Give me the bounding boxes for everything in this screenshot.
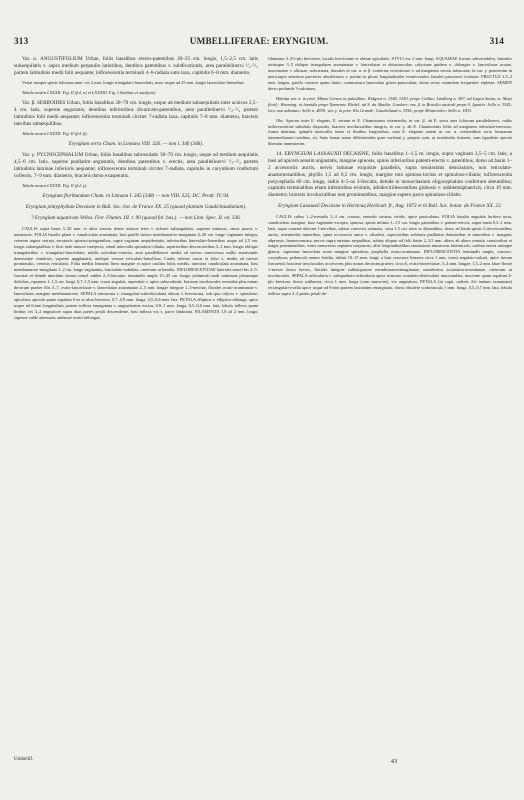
footer-left: Umbellif. (14, 757, 34, 762)
page-number-right: 314 (489, 36, 504, 46)
paragraph: Habitat var. α. in prov. Minas Geraes in paludibus: Widgren n. 1348, 1350; prope Caldas: Lindberg n. 587; ad Lagoa Santa, m. Majo florif.: Warming; in humidis prope Ypanema: Riedel; ad S. da Abadia: Gardner; var. β. in Brasilia australi prope S. Ignatio: Sello n. 3345; loco non adnotato: Sello n. 4859; var. γ. in prov. Rio Grande: Gaudichaud n. 3356; prope Montevideo: Sello n. 1903. (268, 95, 512, 113)
paragraph: CAULIS supra basin 5–20 mm. et ultra crassus dense striatus teres v. inferne subangulatus, superne ramosus, ramis paucis v. numerosis. FOLIA basalia plana v. canaliculata acuminata, basi paullo latiore membranaceo-marginata 4–20 cm. longe vaginante integra, ceterum argute serrata, serraturis spinoso-pungentibus, supra vaginam aequidentatis, inferioribus lanceolato-linearibus usque ad 2,5 cm. longis subaequalibus v. hinc inde minore interjecta, simul intervalla spinuloso-ciliatis, superioribus decrescentibus 5–1 mm. longis oblique triangularibus v. triangulari-lanceolatis; nitidis reticulato-venosis, area parallelinervi media ad nervos transversos nullis tenuissimis densissime venulosis, superne appplanatis, undique venose reticulato-lamellosa. Caulis inferne rarius et folio v. media ad nervos prominulos, venosis reticulatis. Folia mediis lineariis linea margine et apice caulina foliis mediis, interiora canaliculata acuminata, basi membranaceo-marginata 1–2 cm. longe vaginantia, lanceolato-subulata, caeterum ut basalia. INFLORESCENTIAE laterales semel bis 4–5-furcatae et deinde interdum iterum semel subbis 2–3-furcatae; terminalis ampla 15–45 cm. longa; pedunculi nudi continuae plerumque dolichus, equantes 1–1,5 cm. longi, 0,7–1,5 mm. crassi angulati, asperulati v. apice subscrabrati; bracteae involucrales secundae plus minus decorum praeter illis 5–7, ovato-lanceolatae v. lanceolatae acuminatae 2–5 mm. longae integrae 1–3-nerviae, florales ovato-acuminatae v. lanceolatae, margine membranaceae. SEPALA semiovata v. triangulari-subovbicularia obtusa v. breviacuta, sub ipso calycis v. spinulosa-apiculata; apiculo quam sepalum 6-es et ultra breviore, 0,7–0,8 mm. longa, 0,5–0,6 mm. lata. PETALA elliptica v. elliptico-oblonga, apice usque ad 6-tam longitudinis partem inflexa emarginata v. angustissime excisa, 0,9–1 mm. longa, 0,5–0,6 mm. lata, lobulo inflexo quam limbus vix 3–2 angustiore supra duas partes petali descendente, basi inflexa vix v. parce fimbriata. FILAMENTA 1,8 ad 2 mm. longa, superne valde attenuata; antherae ovato-oblongae, (14, 225, 258, 321)
paragraph: Obs. Species inter E. elegans, E. serram et E. Chamissonis intermedia; in var. β. ab E. serra area foliorum parallelinervi, radiis inflorescentiae subulatis dispositis, bracteis involucralibus integris, in var. γ. ab E. Chamissonis foliis ad marginem reticulato-nervosis, forma dentium, spinulis intervallis tenue et floribus longioribus, cum E. elegante autem in var. α. verisimiliter serio formarum intermediarum conditus, sit. Satis bonae notae differentiales quae varietati γ. propria sunt, ut essentiales fuissent, sum tignaliate speciei liberatur annexuerim. (268, 117, 512, 147)
paragraph: Var. γ. PYCNOCEPHALUM Urban, foliis basalibus subrosulatis 30–70 cm. longis, usque ad medium aequilatis 4,5–6 cm. latis, superne paullatim angustatis, dentibus patentibus v. erectis, area parallelinervi ¹/₃–²/₄ partem latitudinis laminae inferioris aequante; inflorescentia terminali circiter 7-radiata, capitulis in corymbum confertum collectis, 7–9 mm. diametro, bracteis dorso exasperatis. (14, 152, 258, 179)
paragraph: Eryngium platyphyllum Decaisne in Bull. Soc. bot. de France XX. 25 (quoad plantam Gaudichaudianam). (25, 204, 247, 211)
paragraph: 14. ERYNGIUM LASSAUXII DECAISNE, foliis basalibus 1–1,5 m. longis, supra vaginam 3,5–5 cm. latis, a basi ad apicem sensim angustatis, margine spinosis, spinis inferioribus patenti-erectis v. patentibus, dorso ad basin 1–2 accessoriis auctis, nervis laminae exquisite parallelis, supra tenuissimis densissimis, non reticulato-anastomosantibus, phyllis 1,5 ad 0,5 cm. longis, margine toto spinoso-incisis et spinuloso-ciliatis; inflorescentia polycephalia 60 cm. longa, radiis 4–5-os 3-furcatis, deinde in monochasium oligocephalum confertum abeuntibus; capitulis terminalibus etiam inferioribus evolutis, albidoviridescentibus globosis v. subhemisphaericis, circa 10 mm. diametro; bracteis involucralibus non prominentibus, margine supero parce spinuloso-ciliatis. (268, 151, 512, 199)
running-title: UMBELLIFERAE: ERYNGIUM. (189, 36, 329, 46)
paragraph: CAULIS cultus 1–2-metralis 3–4 cm. crassus, teneritir striatus viridis, apice paniculatus. FOLIA basalia angulata lorifero torta, canaliculata, margine, basi vaginante excepta, spinosa, spinis infimis 1–1,5 cm. longis patentibus v. patenti-erectis, supra basin 0,5–1 mm. latis, supra cuneate ubicunt 1-nervibus, subtus convexis carinatis, circa 1,5 cm. inter se distantibus, dorso ad basin spinis 2 decrescentibus auctis, intermediis minoribus, spina accessoria unica v. obsoleta, superioribus sobitaria paullatim densioribus et minoribus v. marginis adpressis, homeoceneara, nervis supra omnino aequalibus, subtus aliquot ad folii basin 2–3,5 mm. altero ab altero remotis crassioribus et magis prominentibus, venis transversis septatim conjunctis, aliis longitudinalibus tanuissimis numerosis intermixtis; caulina erecta utrinque glauca, supremae lanceolata acuta margine spinulosa; prophylla ovato-acuminata. INFLORESCENTIA terminalis ampla, cymoso-corymbosa; pedunculi omnes fertilia, infimi 10–15 mm. longi, a basi crassiore lineares circa 1 mm. crassi angulato-sulcati, apice iterum furcarenti; bracteae involucrales accrescens plus minus decorum praeter, circa 6, ovato-lanceolatae, 3–4 mm. longae, 1,5–2 mm. latae flavae 1-nerves dorso laeves, florales integrae sublatogruose membranaceomarginatae, manifestius acuissimo-acuminatae, caeterum ut involucrales. SEPALA orbicularia v. subquadrato-orbicularia apice truncato crenulato-denticulato mucronulata, mucrone quam sepalum 4-plo breviore, dorso sublaevia, circa 1 mm. longa (cum mucrone), vix angustiora. PETALA (in capit. ordinis 4-ii tantum examinata) rectangulari-ovalia apice usque ad 6-tam partem laciniatim emarginata, dorso obsolete scabriuscula 1 mm. longa, 0,5–0,7 mm. lata, lobulo inflexo supra 3–4 partes petali de- (268, 213, 512, 297)
paragraph: Tabula nostra LXXXII. Fig. II (fol. γ). (22, 183, 88, 189)
paragraph: Eryngium serra Cham. in Linnaea VIII. 326. — non l. 346 (346). (68, 141, 204, 148)
page-header (14, 36, 504, 50)
paragraph: Eryngium Lassauxii Decaisne in Horticuq Horticult. fr., Aug. 1873 et in Bull. Soc. botan. de France XX. 22. (278, 202, 502, 209)
page-number-left: 313 (14, 36, 29, 46)
left-column (14, 56, 258, 325)
paragraph: Tabula nostra LXXXII. Fig. II (fol. α) et LXXXIII. Fig. I (habitus et analysis). (22, 90, 156, 96)
signature-number: 43 (390, 758, 398, 765)
paragraph: filamenta 3–3½-plo breviores, loculis brevissime et obtuse apiculatis. STYLI vix 2 mm. longi. SQUAMAE fructus subvariabiles, laterales utriusque 3–5 oblique triangulares acuminatae v. lanceolatae et obtusiusculae, calycinae quidem v. oblongae v. lanceolatae acutae, mucronatae v. obtusae; subcristata, dorsales in var. α. et β. conferiae vesiculosae v. ad marginem versus subacutae, in var. γ. praesertim in mericarpio anteriore parciores obsoletiores v. partim in plicas longitudinales evanescentes, basales pauciores evolutae. FRUCTUS 1,5–2 mm. longus, paullo crassior quam latior; commissura lanceolata griseo-punctulata; vittae secus carinulam frequentes repletae. SEMEN dorso profunde 3-sulcatum. (268, 56, 512, 91)
paragraph: ? Eryngium aquaticum Vellos. Flor. Flumin. III. t. 90 (quoad fol. bas.). — non Linn. Spec. II. ed. 336. (31, 214, 241, 221)
paragraph: Variat insuper spinis foliorum nunc vix 2 mm. longis triangulari-lanceolatis, nunc usque ad 25 mm. longis lanceolato-linearibus. (22, 80, 245, 86)
paragraph: Tabula nostra LXXXII. Fig. II (fol. β). (22, 131, 88, 137)
paragraph: Var. β. SERROIDES Urban, foliis basalibus 30–70 cm. longis, usque ad medium subaequilatis inter acuicos 2,5–4 cm. latis, superne angustatis, dentibus inferioribus divaricato-patentibus, area parallelinervi ¹/₂–¹/₃ partem latitudinis folii medii aequante; inflorescentia terminali circiter 7-radiata laxa, capitulis 7–8 mm. diametro, bracteis laevibus subaequilibus. (14, 100, 258, 127)
sheet-signature (0, 758, 524, 765)
paragraph: Eryngium floribundum Cham. in Linnaea I. 345 (348) — non VIII. 325; DC. Prodr. IV. 94. (42, 193, 230, 200)
right-column (268, 56, 512, 301)
paragraph: Var. α. ANGUSTIFOLIUM Urban, foliis basalibus erecto-patentibus 20–25 cm. longis, 1,5–2,5 cm. latis subaequilatis v. supra medium perpaullo latioribus, dentibus patentibus v. subdivaricatis, area parallelinervi ¹/₂–¹/₃ partem latitudinis medii folii aequante; inflorescentia terminali 4–6-radiata satis laxa, capitulis 6–8 mm. diametro. (14, 56, 258, 76)
